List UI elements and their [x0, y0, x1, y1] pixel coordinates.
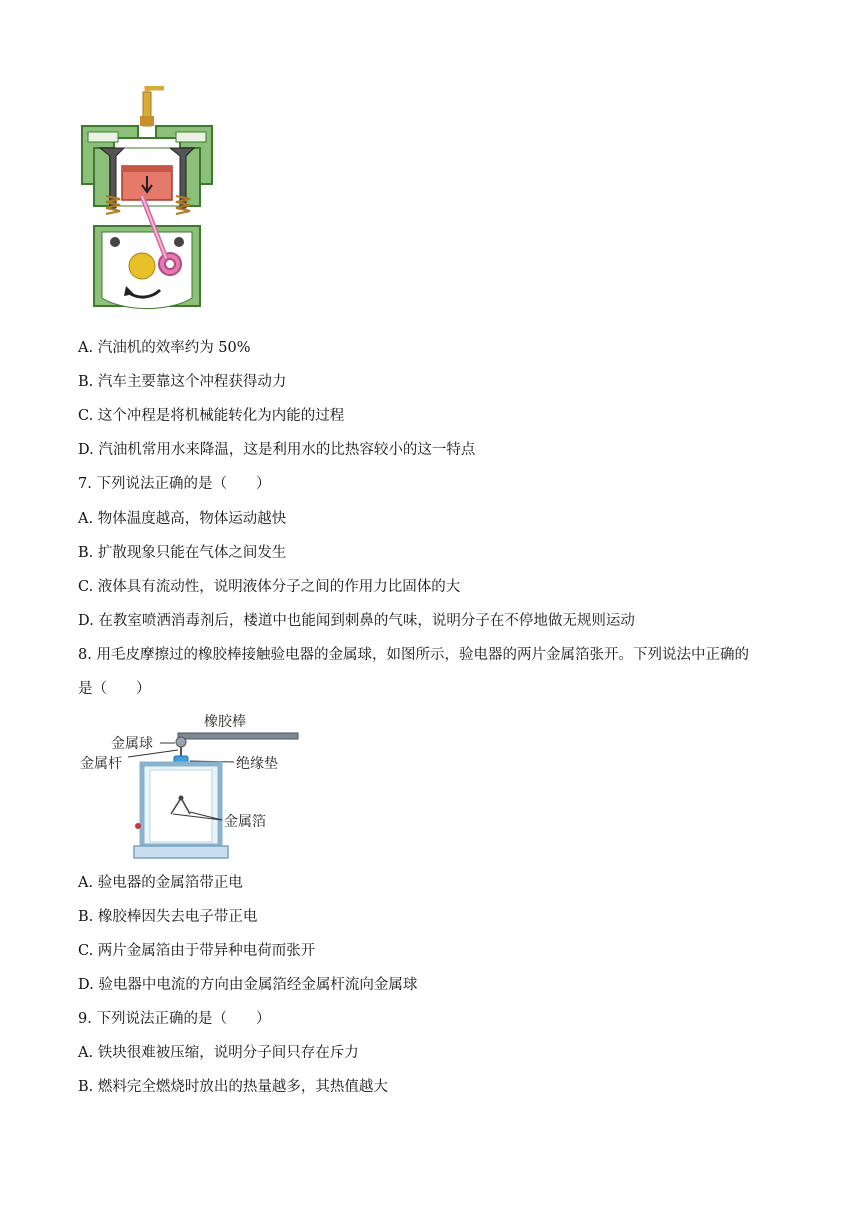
label-rod: 橡胶棒 — [204, 714, 246, 730]
q9-stem: 9. 下列说法正确的是（ ） — [78, 1011, 271, 1027]
q6-option-a: A. 汽油机的效率约为 50% — [78, 340, 251, 356]
q9-option-a: A. 铁块很难被压缩，说明分子间只存在斥力 — [78, 1045, 359, 1061]
q6-option-d: D. 汽油机常用水来降温，这是利用水的比热容较小的这一特点 — [78, 442, 476, 458]
q7-option-c: C. 液体具有流动性，说明液体分子之间的作用力比固体的大 — [78, 579, 461, 595]
q7-option-a: A. 物体温度越高，物体运动越快 — [78, 511, 287, 527]
label-pad: 绝缘垫 — [236, 756, 278, 772]
engine-diagram — [80, 86, 230, 316]
label-stem: 金属杆 — [80, 756, 122, 772]
q8-stem-line1: 8. 用毛皮摩擦过的橡胶棒接触验电器的金属球，如图所示，验电器的两片金属箔张开。下列说法中正确的 — [78, 647, 749, 663]
q9-option-b: B. 燃料完全燃烧时放出的热量越多，其热值越大 — [78, 1079, 388, 1095]
q7-stem: 7. 下列说法正确的是（ ） — [78, 476, 271, 492]
q8-option-d: D. 验电器中电流的方向由金属箔经金属杆流向金属球 — [78, 977, 418, 993]
q6-option-c: C. 这个冲程是将机械能转化为内能的过程 — [78, 408, 345, 424]
q7-option-b: B. 扩散现象只能在气体之间发生 — [78, 545, 287, 561]
q8-option-c: C. 两片金属箔由于带异种电荷而张开 — [78, 943, 316, 959]
q8-stem-line2: 是（ ） — [78, 681, 151, 697]
q7-option-d: D. 在教室喷洒消毒剂后，楼道中也能闻到刺鼻的气味，说明分子在不停地做无规则运动 — [78, 613, 635, 629]
label-ball: 金属球 — [111, 736, 153, 752]
q8-option-a: A. 验电器的金属箔带正电 — [78, 875, 243, 891]
label-foil: 金属箔 — [224, 814, 266, 830]
q6-option-b: B. 汽车主要靠这个冲程获得动力 — [78, 374, 287, 390]
q8-option-b: B. 橡胶棒因失去电子带正电 — [78, 909, 258, 925]
electroscope-diagram — [78, 706, 318, 864]
